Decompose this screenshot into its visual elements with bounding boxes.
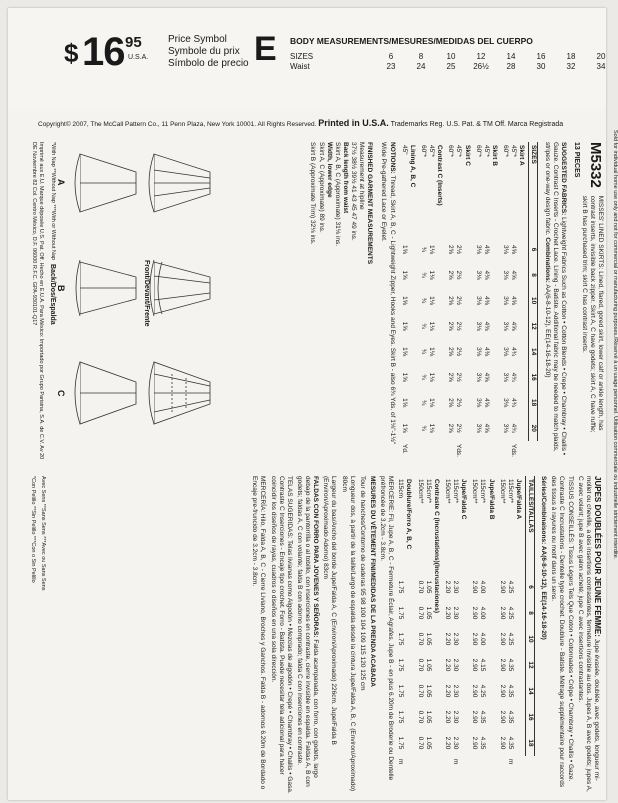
price-dollar-sign: $ xyxy=(64,38,79,68)
french-fabrics: TISSUS CONSEILLÉS: Tissus Légers Tels Que Coton • Cotonnades • Crêpe • Chambray • Challis • Gaze. Contraste C Incrustations - Dentelle type crochet. Doublure - Batiste. Métrage supplémentaire pour raccords des tissus à rayures ou motif dans un sens. xyxy=(550,476,574,788)
price-symbol-label-es: Símbolo de precio xyxy=(168,58,249,69)
sizes-row: SIZES 6 8 10 12 14 16 18 20 xyxy=(529,142,538,460)
hip-values: 37½ 38½ 39½ 41 43 45 47 49 ins. xyxy=(350,142,358,241)
section-row: Contrast C (Inserts) xyxy=(436,145,444,206)
waist-12: 26½ xyxy=(473,62,489,71)
skirt-c-front-sketch xyxy=(149,362,210,424)
section-row: Lining A, B, C xyxy=(408,145,416,188)
section-row: Contraste C (Incrustations)(Incrustaciones) xyxy=(432,479,440,613)
hip-cm-values: 95 98 100 104 109 115 120 125 cm xyxy=(358,588,366,691)
price-symbol-letter: E xyxy=(254,30,277,68)
table-row: 115cm** 4.00 4.00 4.00 4.15 4.25 4.35 4.35 xyxy=(479,479,487,750)
table-row: 45"* 4⅝ 4⅝ 4⅝ 4⅝ 4¾ 4¾ 4¾ 4¾ Yds. xyxy=(510,145,518,457)
section-row: Skirt A xyxy=(518,145,526,166)
spanish-fabrics: TELAS SUGERIDAS: Telas livianas como Algodón • Mezclas de algodón • Crepé • Chambray • Challis • Gasa. Contraste C Inserciones - Encaje tipo crochet. Forro - Batista. Puede necesitar tela adicional para hacer coincidir los diseños de rayas, cuadros o diseños en una sola dirección. xyxy=(269,476,293,794)
table-row: 115cm** 4.25 4.25 4.25 4.35 4.35 4.35 4.35 m xyxy=(506,479,514,765)
section-row: Doublure/Forro A, B, C xyxy=(405,479,413,550)
skirt-b-front-sketch xyxy=(150,260,210,316)
printed-in: Printed in U.S.A. xyxy=(318,118,389,128)
table-row: 45"* 1⅛ 1⅛ 1⅛ 1⅛ 1⅛ 1⅛ 1⅛ 1⅛ xyxy=(428,145,436,433)
spanish-title: FALDAS CON FORRO PARA JOVENES Y SEÑORAS: xyxy=(312,476,320,638)
home-use-notice: Sold for individual home use only and not for commercial or manufacturing purposes./Réservé à un usage personnel. Utilisation commerciale ou industrielle strictement interdite. xyxy=(612,130,618,560)
pattern-pieces: 13 PIECES xyxy=(572,142,580,178)
table-row: 150cm** 2.20 2.20 2.20 2.20 2.20 2.20 2.20 xyxy=(444,479,451,750)
waist-10: 25 xyxy=(446,62,456,71)
pattern-number: M5332 xyxy=(587,142,604,188)
metric-measurements-title: MESURES DU VÊTEMENT FINI/MEDIDAS DE LA PRENDA ACABADA xyxy=(369,476,376,687)
section-row: Jupe/Falda C xyxy=(460,479,468,520)
size-18: 18 xyxy=(566,52,576,61)
size-6: 6 xyxy=(388,52,394,61)
french-description: Jupe évasée, doublée, avec godets, longueur mi-mollet ou cheville, a des insertions contrastantes, fermeture invisible au dos. Jupes A, B avec godets; jupes A, C avec volant; jupe B avec galon acheté; jupe C avec insertions contrastantes. xyxy=(576,476,600,792)
skirt-b-back-sketch xyxy=(76,260,136,316)
nap-note-fr: Avec Sens **Sans Sens ***Avec ou Sans Sens xyxy=(40,476,46,591)
english-column xyxy=(31,142,604,460)
size-20: 20 xyxy=(596,52,606,61)
table-row: 150cm** 0.70 0.70 0.70 0.70 0.70 0.70 0.70 xyxy=(416,479,424,750)
price-symbol-label-fr: Symbole du prix xyxy=(168,46,240,57)
french-notions: MERCERIE: Fil, Jupe A, B, C - Fermeture Éclair, Agrafes. Jupe B - en plus 6.20m de Broderie ou Dentelle préfroncée de 3.2cm - 3.8cm. xyxy=(379,476,395,781)
body-measurements-title: BODY MEASUREMENTS/MESURES/MEDIDAS DEL CUERPO xyxy=(290,36,533,46)
waist-8: 24 xyxy=(416,62,426,71)
rotated-content xyxy=(24,130,618,802)
table-row: 45"* 2½ 2½ 2½ 2½ 2½ 2½ 2½ 2½ Yds. xyxy=(455,145,463,457)
spanish-notions: MERCERÍA: Hilo, Falda A, B, C - Cierre Liviano, Broches y Ganchos. Falda B - adornos 6.20m de Bordado o Encaje pre-fruncido de 3.2cm - 3.8cm. xyxy=(251,476,267,790)
table-row: 150cm** 2.90 2.90 2.90 2.90 2.90 2.90 2.90 xyxy=(471,479,479,750)
table-row: 45"* 4⅜ 4⅜ 4⅜ 4⅜ 4⅜ 4⅝ 4⅝ 4⅝ xyxy=(482,145,490,433)
size-12: 12 xyxy=(476,52,486,61)
table-row: 115cm** 2.30 2.30 2.30 2.30 2.30 2.30 2.30 m xyxy=(452,479,460,765)
waist-16: 30 xyxy=(536,62,546,71)
copyright-text: Copyright© 2007, The McCall Pattern Co., 11 Penn Plaza, New York 10001. All Rights Reserved. xyxy=(38,121,317,128)
back-label: Back/Dos/Espalda xyxy=(49,264,56,325)
sizes-row: TAILLES/TALLAS 6 8 10 12 14 16 18 xyxy=(526,476,535,767)
price-amount: 16 xyxy=(82,30,125,74)
waist-14: 28 xyxy=(506,62,516,71)
section-row: Skirt B xyxy=(491,145,498,166)
yardage-table xyxy=(400,142,539,460)
waist-label: Waist xyxy=(290,62,310,71)
suggested-fabrics: SUGGESTED FABRICS: Lightweight Fabrics Such as Cotton • Cotton Blends • Crepe • Chambray • Challis • Gauze. Contrast C Inserts - Crochet Lace. Lining - Batiste. Additional fabric may be needed to match plaids, stripes or one-way design fabric. Combinations: AA(6-8-10-12), EE(14-16-18-20) xyxy=(543,142,567,456)
sizes-label: SIZES xyxy=(290,52,314,61)
finished-measurements: FINISHED GARMENT MEASUREMENTS Measurement at hipline 37½ 38½ 39½ 41 43 45 47 49 ins. Back length from waist Skirt A, B, C (Approximate) 31⅛ ins. Width, lower edge Skirt A, C (Approximate) 89 ins. Skirt B (Approximate Trim) 32⅛ ins. xyxy=(308,142,373,460)
table-row: 60"* 3⅛ 3⅛ 3⅛ 3⅛ 3⅛ 3⅛ 3⅛ 3⅛ xyxy=(502,145,510,433)
french-title: JUPES DOUBLÉES POUR JEUNE FEMME: xyxy=(593,476,602,637)
header-band xyxy=(8,8,606,108)
table-row: 150cm** 2.90 2.90 2.90 2.90 2.90 2.90 2.90 xyxy=(498,479,506,750)
import-notice: Imprimé aux E.U. Marque déposée U.S. Pat. Off. Hecho en E.U.A. Para México: Importado por Grupo Parisina, S.A. de C.V. Av 20 DE Noviembre 82 Col. Centro México, D.F. 06000 R.F.C. GPA-930101-Q17 xyxy=(31,142,44,460)
size-14: 14 xyxy=(506,52,516,61)
spanish-description: Falda acampanada, con forro, con godets, largo debajo de la pantorrilla o al tobillo, con inserciones en contraste, cierre invisible en espalda. Faldas A, B con godets; faldas A, C con volante; falda B con adorno comprado; falda C con inserciones en contraste. xyxy=(296,476,320,787)
section-row: Skirt C xyxy=(463,145,471,166)
notions: NOTIONS: Thread, Skirt A, B, C - Lightweight Zipper, Hooks and Eyes. Skirt B - also 6¾ Yds. of 1⅛"-1½" Wide Pre-gathered Lace or Eyelet. xyxy=(380,142,396,445)
section-row: Jupe/Falda A xyxy=(515,479,522,520)
skirt-a-label: A xyxy=(56,179,66,186)
pattern-envelope-back xyxy=(8,8,618,800)
table-row: 115cm** 1.05 1.05 1.05 1.05 1.05 1.05 1.05 xyxy=(424,479,432,750)
price-country: U.S.A. xyxy=(128,54,149,61)
skirt-c-label: C xyxy=(56,390,66,397)
nap-note: *With Nap **Without Nap ***With or Without Nap xyxy=(50,142,56,260)
nap-note-es: *Con Pelillo **Sin Pelillo ***Con o Sin Pelillo xyxy=(30,476,36,583)
skirt-a-front-sketch xyxy=(149,154,210,212)
table-row: 60"* 3⅛ 3⅛ 3⅛ 3⅛ 3⅛ 3⅛ 3⅛ 3⅛ xyxy=(474,145,482,433)
price-cents: 95 xyxy=(125,34,142,51)
waist-20: 34 xyxy=(596,62,606,71)
table-row: 115cm 1.75 1.75 1.75 1.75 1.75 1.75 1.75 m xyxy=(397,479,405,765)
table-row: 45" 1⅝ 1⅝ 1⅝ 1⅝ 1⅝ 1⅝ 1⅝ 1⅝ Yd. xyxy=(400,145,408,454)
price-symbol-label-en: Price Symbol xyxy=(168,34,227,45)
waist-18: 32 xyxy=(566,62,576,71)
french-spanish-column: JUPES DOUBLÉES POUR JEUNE FEMME: Jupe évasée, doublée, avec godets, longueur mi-mollet ou cheville, a des insertions contrastantes, fermeture invisible au dos. Jupes A, B avec godets; jupes A, C avec volant; jupe B avec galon acheté; jupe C avec insertions contrastantes. TISSUS CONSEILLÉS: Tissus Légers Tels Que Coton • Cotonnades • Crêpe • Chambray • Challis • Gaze. Contraste C Incrustations - Dentelle type crochet. Doublure - Batiste. Métrage supplémentaire pour raccords des tissus à rayures ou motif dans un sens. Séries/Combinaisons: AA(6-8-10-12), EE(14-16-18-20) TAILLES/TALLAS 6 8 10 12 14 16 18 Jupe/Falda A 115cm** 4.25 4.25 4.25 4.35 4.35 4.35 4.35 m 150cm** 2.90 2.90 2.90 2.90 2.90 2.90 2.90 Jupe/Falda B 115cm** 4.00 4.00 4.00 4.15 4.25 4.35 4.35 150cm** 2.90 2.90 2.90 2.90 2.90 2.90 2.90 Jupe/Falda C 115cm** 2.30 2.30 2.30 2.30 2.30 2.30 2.30 m 150cm** 2.20 2.20 2.20 2.20 2.20 2.20 2.20 Contraste C (Incrustations)(Incrustaciones) 115cm** 1.05 1.05 1.05 1.05 1.05 1.05 1.05 150cm** 0.70 0.70 0.70 0.70 0.70 0.70 0.70 Doublure/Forro A, B, C 115cm 1.75 1.75 1.75 1.75 1.75 1.75 1.75 m MERCERIE: Fil, Jupe A, B, C - Fermeture Éclair, Agrafes. Jupe B - en plus 6.20m de Broderie ou Dentelle préfroncée de 3.2cm - 3.8cm. MESURES DU VÊTEMENT FINI/MEDIDAS DE LA PRENDA ACABADA Tour de hanches/Contorno de caderas 95 98 100 104 109 115 120 125 cm Longueur dos, à partir de la taille/Largo de espalda desde la cintura Jupe/Falda A, B, C (Environ/Aproximado) 80cm Largeur du bas/Ancho del borde Jupe/Falda A, C (Environ/Aproximado) 226cm. Jupe/Falda B (Environ/Aproximado Adorno) 83cm FALDAS CON FORRO PARA JOVENES Y SEÑORAS: Falda acampanada, con forro, con godets, largo debajo de la pantorrilla o al tobillo, con inserciones en contraste, cierre invisible en espalda. Faldas A, B con godets; faldas A, C con volante; falda B con adorno comprado; falda C con inserciones en contraste. TELAS SUGERIDAS: Telas livianas como Algodón • Mezclas de algodón • Crepé • Chambray • Challis • Gasa. Contraste C Inserciones - Encaje tipo crochet. Forro - Batista. Puede necesitar tela adicional para hacer coincidir los diseños de rayas, cuadros o diseños en una sola dirección. MERCERÍA: Hilo, Falda A, B, C - Cierre Liviano, Broches y Ganchos. Falda B - adornos 6.20m de Bordado o Encaje pre-fruncido de 3.2cm - 3.8cm. Avec Sens **Sans Sens ***Avec ou Sans Sens *Con Pelillo **Sin Pelillo ***Con o Sin Pelillo xyxy=(248,476,604,798)
table-row: 60"* ¾ ¾ ¾ ¾ ¾ ¾ ¾ ¾ xyxy=(420,145,427,431)
section-row: Jupe/Falda B xyxy=(487,479,495,520)
table-row: 60"* 2⅝ 2⅝ 2⅝ 2⅝ 2⅝ 2⅝ 2⅝ 2⅝ xyxy=(447,145,455,433)
trademark-text: Trademarks Reg. U.S. Pat. & TM Off. Marca Registrada xyxy=(390,121,564,128)
size-16: 16 xyxy=(536,52,546,61)
skirt-a-back-sketch xyxy=(75,154,136,212)
copyright-line xyxy=(38,118,598,134)
size-10: 10 xyxy=(446,52,456,61)
waist-6: 23 xyxy=(386,62,396,71)
french-combinations: Séries/Combinaisons: AA(6-8-10-12), EE(14-16-18-20) xyxy=(540,476,548,640)
skirt-c-back-sketch xyxy=(75,362,136,424)
skirt-b-label: B xyxy=(56,285,66,292)
metric-yardage-table xyxy=(396,476,535,767)
pattern-description: MISSES' LINED SKIRTS: Lined, flared, gored skirt, lower calf or ankle length, has contrast inserts, invisible back zipper. Skirt A, C have godets; skirt A, C have ruffle; skirt B has purchased trim; skirt C has contrast inserts. xyxy=(580,195,604,433)
front-label: Front/Devant/Frente xyxy=(143,260,150,327)
size-8: 8 xyxy=(418,52,424,61)
